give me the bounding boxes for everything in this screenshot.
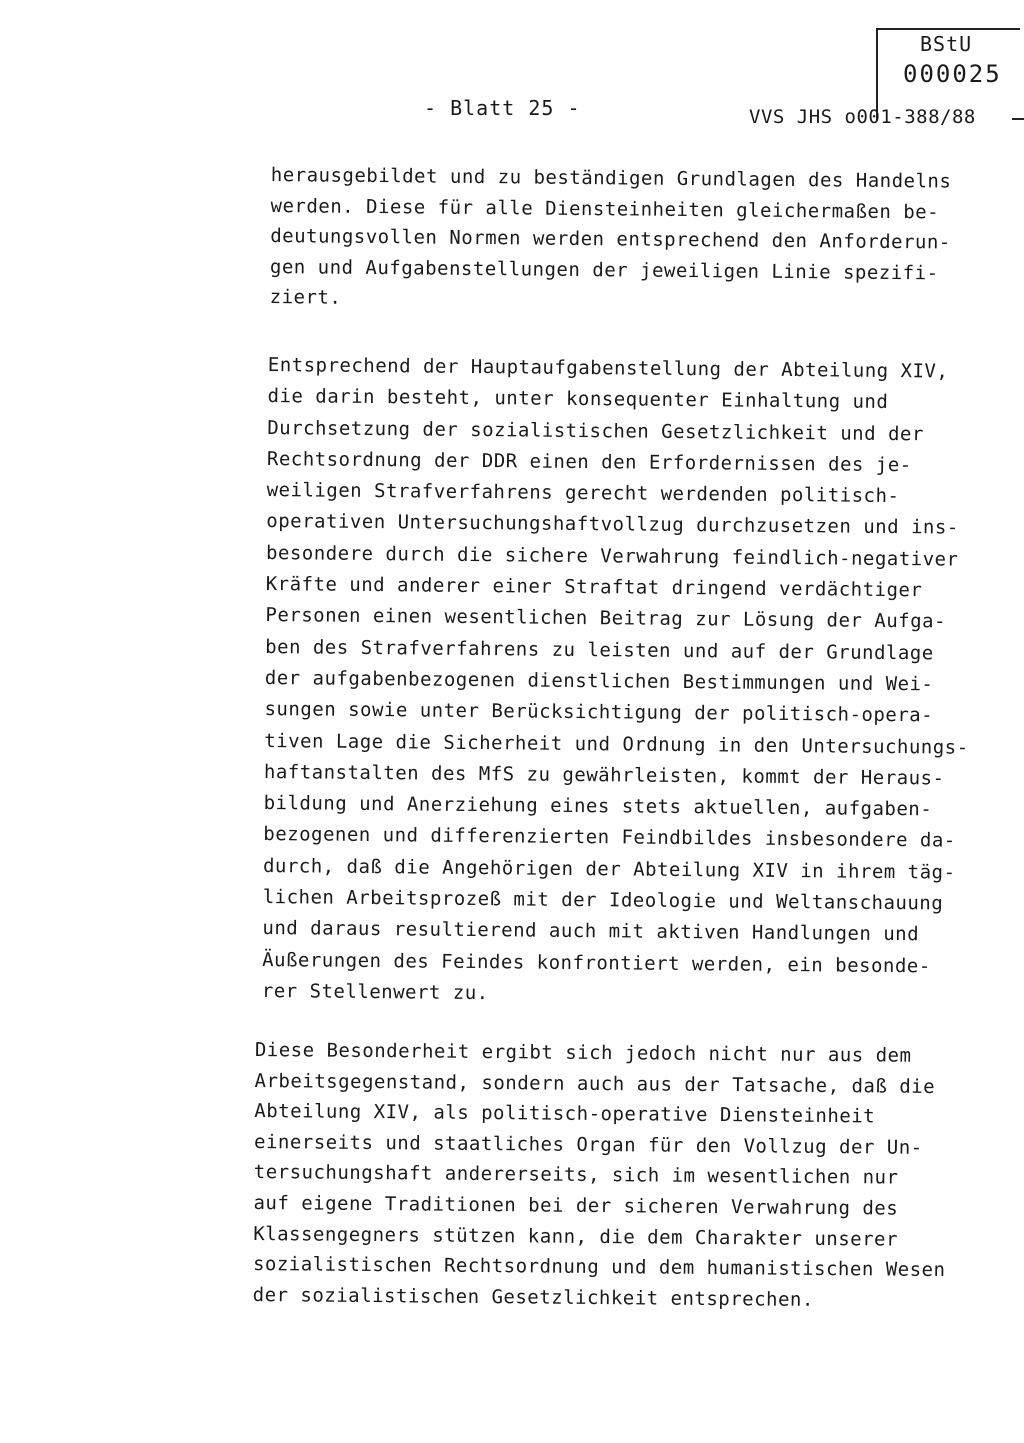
text-line: Personen einen wesentlichen Beitrag zur Lösung der Aufga-	[265, 604, 947, 633]
stamp-number: 000025	[903, 60, 1002, 88]
paragraph-3	[253, 1035, 948, 1316]
text-line: lichen Arbeitsprozeß mit der Ideologie und Weltanschauung	[262, 886, 944, 915]
text-line: Äußerungen des Feindes konfrontiert werden, ein besonde-	[262, 948, 931, 978]
text-line: Abteilung XIV, als politisch-operative Diensteinheit	[254, 1100, 876, 1128]
text-line: der sozialistischen Gesetzlichkeit entsprechen.	[252, 1283, 814, 1311]
text-line: sozialistischen Rechtsordnung und dem humanistischen Wesen	[252, 1253, 946, 1282]
text-line: und daraus resultierend auch mit aktiven Handlungen und	[262, 917, 920, 946]
text-line: ziert.	[269, 286, 342, 310]
text-line: werden. Diese für alle Diensteinheiten gleichermaßen be-	[270, 194, 940, 224]
text-line: durch, daß die Angehörigen der Abteilung XIV in ihrem täg-	[262, 854, 956, 884]
text-line: deutungsvollen Normen werden entsprechend den Anforderun-	[270, 225, 951, 254]
text-line: sungen sowie unter Berücksichtigung der politisch-opera-	[264, 698, 934, 727]
text-line: operativen Untersuchungshaftvollzug durchzusetzen und ins-	[266, 510, 959, 540]
document-reference: VVS JHS o001-388/88	[749, 106, 976, 128]
text-line: Diese Besonderheit ergibt sich jedoch nicht nur aus dem	[254, 1038, 912, 1067]
paragraph-1	[270, 160, 952, 319]
paragraph-2	[262, 350, 973, 1014]
text-line: Klassengegners stützen kann, die dem Charakter unserer	[253, 1222, 899, 1251]
text-line: Durchsetzung der sozialistischen Gesetzlichkeit und der	[267, 416, 924, 445]
text-line: bezogenen und differenzierten Feindbildes insbesondere da-	[263, 823, 956, 853]
text-line: Arbeitsgegenstand, sondern auch aus der Tatsache, daß die	[254, 1069, 936, 1098]
text-line: haftanstalten des MfS zu gewährleisten, kommt der Heraus-	[263, 760, 945, 790]
text-line: auf eigene Traditionen bei der sicheren Verwahrung des	[253, 1191, 899, 1220]
text-line: gen und Aufgabenstellungen der jeweiligen Linie spezifi-	[269, 255, 939, 285]
text-line: der aufgabenbezogenen dienstlichen Bestimmungen und Wei-	[264, 666, 934, 696]
text-line: besondere durch die sichere Verwahrung feindlich-negativer	[265, 541, 959, 571]
text-line: herausgebildet und zu beständigen Grundlagen des Handelns	[270, 163, 952, 193]
stamp-underline	[1012, 118, 1024, 120]
text-line: Entsprechend der Hauptaufgabenstellung der Abteilung XIV,	[267, 353, 949, 383]
text-line: Rechtsordnung der DDR einen den Erfordernissen des je-	[266, 447, 912, 477]
text-line: ben des Strafverfahrens zu leisten und auf der Grundlage	[265, 635, 934, 665]
text-line: tiven Lage die Sicherheit und Ordnung in den Untersuchungs-	[264, 729, 969, 759]
text-line: Kräfte und anderer einer Straftat dringend verdächtiger	[265, 573, 923, 602]
text-line: weiligen Strafverfahrens gerecht werdenden politisch-	[266, 479, 900, 508]
text-line: bildung und Anerziehung eines stets aktuellen, aufgaben-	[263, 792, 933, 821]
text-line: rer Stellenwert zu.	[261, 979, 489, 1005]
text-line: tersuchungshaft andererseits, sich im wesentlichen nur	[253, 1161, 899, 1189]
page-label: - Blatt 25 -	[424, 96, 581, 120]
text-line: einerseits und staatliches Organ für den Vollzug der Un-	[253, 1130, 923, 1159]
text-line: die darin besteht, unter konsequenter Einhaltung und	[267, 385, 889, 414]
stamp-agency: BStU	[920, 32, 973, 56]
